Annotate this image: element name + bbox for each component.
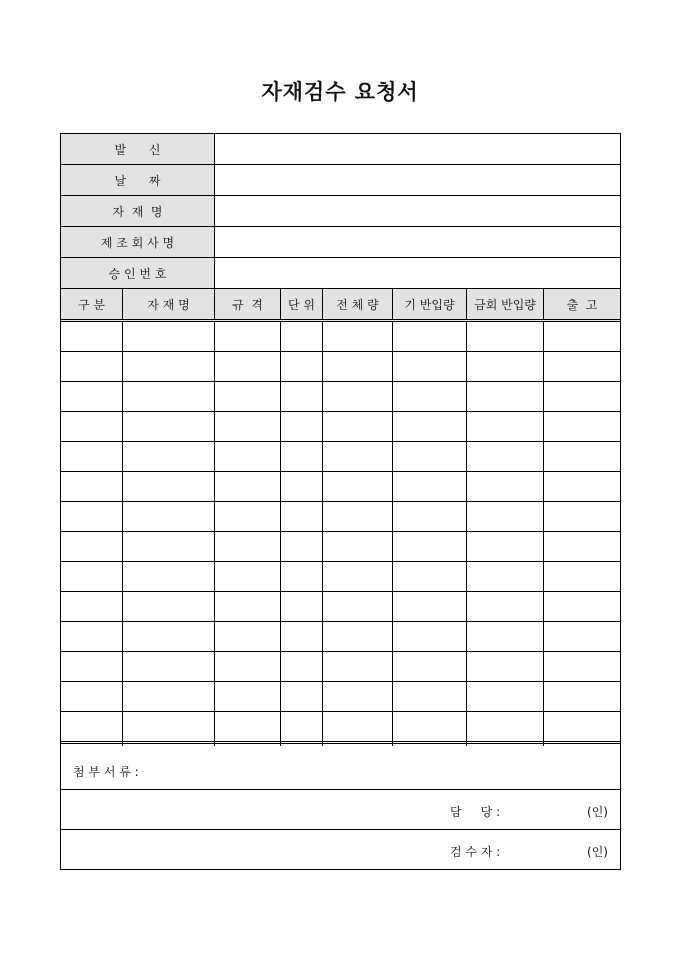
table-row[interactable] <box>61 322 620 352</box>
attachments-label: 첨 부 서 류 : <box>73 765 139 779</box>
material-name-field[interactable] <box>215 196 620 226</box>
header-row-manufacturer <box>61 227 620 258</box>
approval-number-label: 승 인 번 호 <box>61 258 215 288</box>
material-name-label: 자 재 명 <box>61 196 215 226</box>
manufacturer-label: 제 조 회 사 명 <box>61 227 215 257</box>
table-row[interactable] <box>61 682 620 712</box>
item-table-body <box>61 322 620 746</box>
sender-label: 발 신 <box>61 134 215 164</box>
manager-seal: (인) <box>587 805 608 819</box>
table-row[interactable] <box>61 652 620 682</box>
approval-number-field[interactable] <box>215 258 620 288</box>
manager-label: 담 당 : <box>450 805 501 819</box>
table-row[interactable] <box>61 472 620 502</box>
request-form <box>60 133 621 870</box>
header-row-approval-number <box>61 258 620 289</box>
table-row[interactable] <box>61 532 620 562</box>
attachments-row[interactable] <box>61 748 620 790</box>
table-row[interactable] <box>61 442 620 472</box>
header-row-material-name <box>61 196 620 227</box>
column-header-current-received: 금회 반입량 <box>467 289 544 319</box>
manufacturer-field[interactable] <box>215 227 620 257</box>
inspector-seal: (인) <box>587 845 608 859</box>
table-row[interactable] <box>61 502 620 532</box>
column-header-material-name: 자 재 명 <box>123 289 215 319</box>
signature-row-manager[interactable] <box>61 790 620 830</box>
table-row[interactable] <box>61 352 620 382</box>
table-row[interactable] <box>61 412 620 442</box>
table-row[interactable] <box>61 562 620 592</box>
column-header-unit: 단 위 <box>281 289 323 319</box>
column-header-category: 구 분 <box>61 289 123 319</box>
document-title: 자재검수 요청서 <box>261 79 419 104</box>
table-row[interactable] <box>61 382 620 412</box>
column-header-shipped: 출 고 <box>566 297 598 312</box>
signature-row-inspector[interactable] <box>61 830 620 869</box>
table-row[interactable] <box>61 622 620 652</box>
table-row[interactable] <box>61 592 620 622</box>
header-row-sender <box>61 134 620 165</box>
table-row[interactable] <box>61 712 620 744</box>
column-header-prior-received: 기 반입량 <box>393 289 467 319</box>
date-field[interactable] <box>215 165 620 195</box>
date-label: 날 짜 <box>61 165 215 195</box>
column-header-spec: 규 격 <box>215 289 281 319</box>
header-row-date <box>61 165 620 196</box>
inspector-label: 검 수 자 : <box>450 845 501 859</box>
column-header-total-qty: 전 체 량 <box>323 289 393 319</box>
sender-field[interactable] <box>215 134 620 164</box>
column-header-row <box>61 289 620 322</box>
